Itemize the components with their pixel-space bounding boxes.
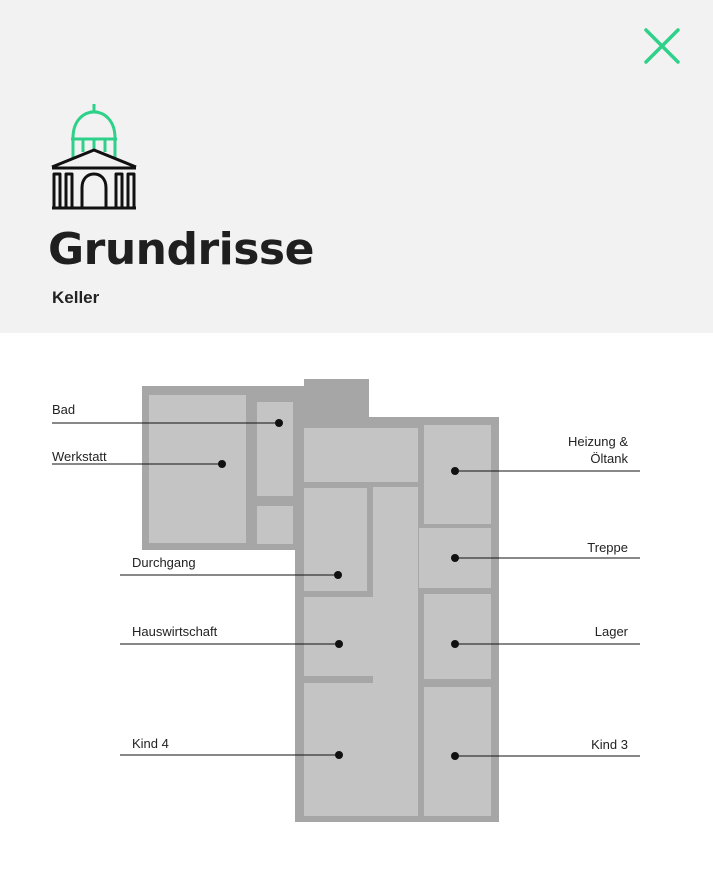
room-heizung[interactable] <box>424 425 491 524</box>
label-kind3: Kind 3 <box>591 737 628 752</box>
domed-building-icon <box>50 102 138 210</box>
marker-hauswirtschaft[interactable] <box>335 640 343 648</box>
room-bad[interactable] <box>257 402 293 496</box>
marker-kind4[interactable] <box>335 751 343 759</box>
label-lager: Lager <box>594 624 628 639</box>
floor-subtitle: Keller <box>52 288 100 307</box>
floor-plan <box>0 333 713 872</box>
label-heizung-line2: Öltank <box>590 451 628 466</box>
marker-durchgang[interactable] <box>334 571 342 579</box>
room-corridor <box>373 487 418 816</box>
label-bad: Bad <box>52 402 76 417</box>
marker-lager[interactable] <box>451 640 459 648</box>
room-small <box>257 506 293 544</box>
floor-plan-drawing <box>0 333 713 872</box>
label-treppe: Treppe <box>587 540 628 555</box>
room-kind3[interactable] <box>424 687 491 816</box>
header <box>0 0 713 333</box>
label-heizung-line1: Heizung & <box>568 434 628 449</box>
label-werkstatt: Werkstatt <box>52 449 107 464</box>
label-durchgang: Durchgang <box>132 555 196 570</box>
label-heizung <box>568 433 628 467</box>
close-x-icon[interactable] <box>640 24 684 68</box>
room-kind4[interactable] <box>304 683 377 816</box>
page-title: Grundrisse <box>48 224 314 275</box>
marker-treppe[interactable] <box>451 554 459 562</box>
close-button[interactable] <box>640 24 684 68</box>
marker-kind3[interactable] <box>451 752 459 760</box>
room-hauswirtschaft[interactable] <box>304 597 377 676</box>
room-werkstatt[interactable] <box>149 395 246 543</box>
label-kind4: Kind 4 <box>132 736 169 751</box>
marker-werkstatt[interactable] <box>218 460 226 468</box>
label-hauswirtschaft: Hauswirtschaft <box>132 624 218 639</box>
room-lager[interactable] <box>424 594 491 679</box>
room-top <box>304 428 418 482</box>
marker-heizung[interactable] <box>451 467 459 475</box>
marker-bad[interactable] <box>275 419 283 427</box>
